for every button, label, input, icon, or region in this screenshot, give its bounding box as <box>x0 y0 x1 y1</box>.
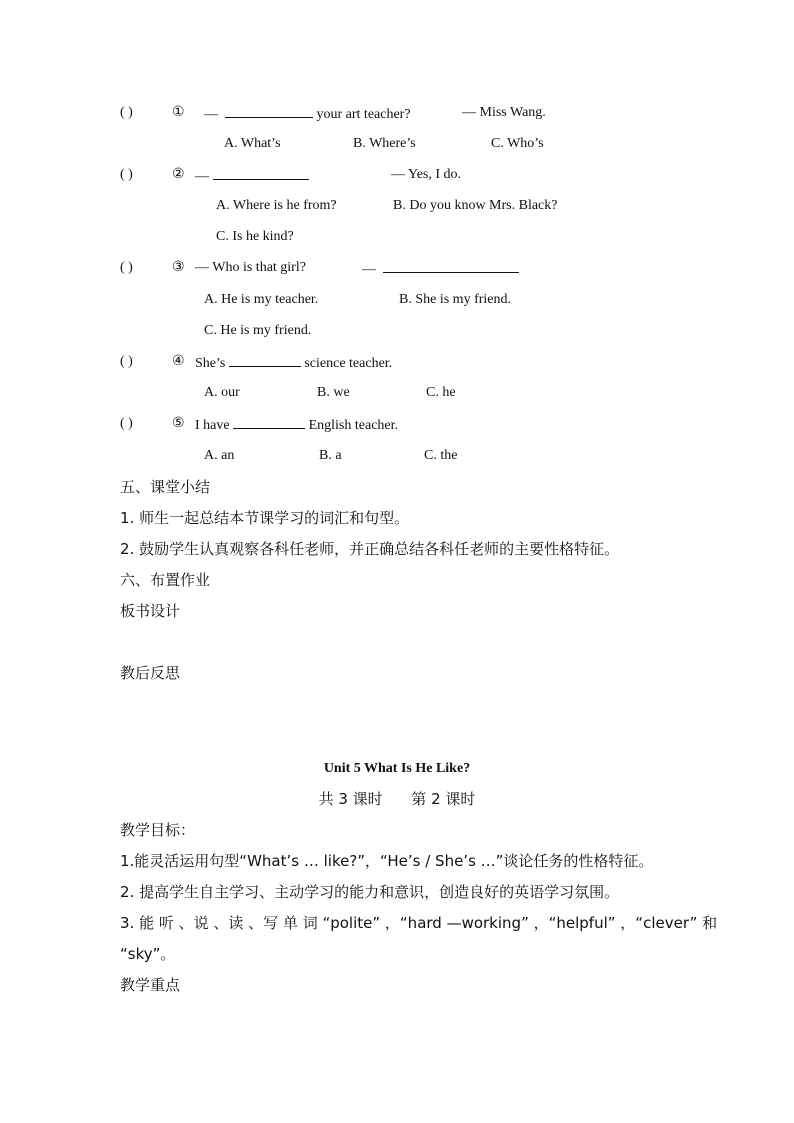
question-prompt: She’s science teacher. <box>195 352 392 374</box>
option-b: B. Where’s <box>353 136 416 151</box>
objectives-heading: 教学目标： <box>120 821 196 839</box>
answer-paren: ( ) <box>120 167 133 182</box>
option-a: A. an <box>204 448 235 463</box>
option-c: C. Who’s <box>491 136 544 151</box>
option-b: B. we <box>317 385 350 400</box>
option-c: C. the <box>424 448 458 463</box>
section-heading-summary: 五、课堂小结 <box>120 478 211 496</box>
option-c: C. He is my friend. <box>204 323 312 338</box>
period-info <box>0 789 794 809</box>
period-total: 共 3 课时 <box>318 790 383 808</box>
fill-blank <box>213 165 309 180</box>
objective-1: 1.能灵活运用句型“What’s … like?”，“He’s / She’s …”谈论任务的性格特征。 <box>120 852 654 870</box>
question-prompt: — Who is that girl? <box>195 260 306 275</box>
question-number: ① <box>172 105 185 120</box>
reflection-heading: 教后反思 <box>120 664 181 682</box>
option-c: C. he <box>426 385 456 400</box>
question-answer: — <box>362 258 519 280</box>
objective-2: 2. 提高学生自主学习、主动学习的能力和意识，创造良好的英语学习氛围。 <box>120 883 620 901</box>
question-prompt: — <box>195 165 309 187</box>
option-a: A. our <box>204 385 240 400</box>
answer-paren: ( ) <box>120 354 133 369</box>
question-answer: — Miss Wang. <box>462 105 546 120</box>
option-b: B. She is my friend. <box>399 292 511 307</box>
question-number: ④ <box>172 354 185 369</box>
answer-paren: ( ) <box>120 416 133 431</box>
question-answer: — Yes, I do. <box>391 167 462 182</box>
option-c: C. Is he kind? <box>216 229 294 244</box>
fill-blank <box>229 352 301 367</box>
fill-blank <box>225 103 313 118</box>
section-heading-homework: 六、布置作业 <box>120 571 211 589</box>
key-points-heading: 教学重点 <box>120 976 181 994</box>
question-number: ⑤ <box>172 416 185 431</box>
objective-3-cont: “sky”。 <box>120 945 176 963</box>
option-b: B. Do you know Mrs. Black? <box>393 198 558 213</box>
summary-item-2: 2. 鼓励学生认真观察各科任老师，并正确总结各科任老师的主要性格特征。 <box>120 540 620 558</box>
period-current: 第 2 课时 <box>411 790 476 808</box>
board-design-heading: 板书设计 <box>120 602 181 620</box>
question-prompt: I have English teacher. <box>195 414 398 436</box>
summary-item-1: 1. 师生一起总结本节课学习的词汇和句型。 <box>120 509 410 527</box>
fill-blank <box>383 258 519 273</box>
option-a: A. Where is he from? <box>216 198 337 213</box>
objective-3: 3. 能 听 、说 、读 、写 单 词 “polite” ，“hard —working” ，“helpful” ，“clever” 和 <box>120 914 718 932</box>
unit-title: Unit 5 What Is He Like? <box>323 761 471 776</box>
answer-paren: ( ) <box>120 105 133 120</box>
option-a: A. He is my teacher. <box>204 292 319 307</box>
question-prompt: — your art teacher? <box>204 103 411 125</box>
answer-paren: ( ) <box>120 260 133 275</box>
question-number: ② <box>172 167 185 182</box>
question-number: ③ <box>172 260 185 275</box>
fill-blank <box>233 414 305 429</box>
option-b: B. a <box>319 448 342 463</box>
option-a: A. What’s <box>224 136 281 151</box>
